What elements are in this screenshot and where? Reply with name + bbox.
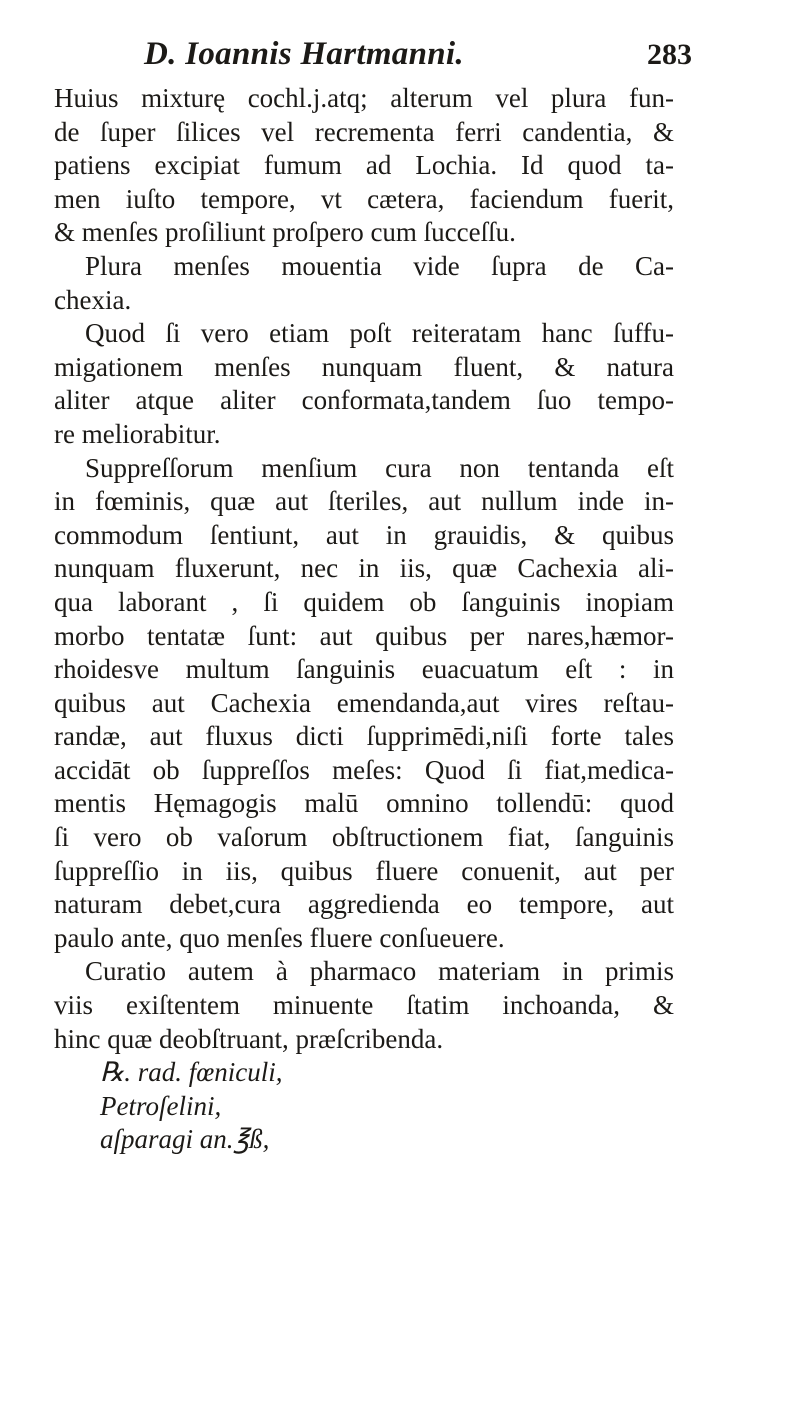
text-line: re meliorabitur. — [54, 418, 221, 449]
text-line: rhoidesve multum ſanguinis euacuatum eſt : in — [54, 654, 674, 685]
text-line: Curatio autem à pharmaco materiam in primis — [85, 956, 674, 987]
page-number: 283 — [647, 38, 692, 71]
text-line: Quod ſi vero etiam poſt reiteratam hanc ſuffu- — [85, 318, 674, 349]
text-line: mentis Hęmagogis malū omnino tollendū: quod — [54, 788, 674, 819]
text-line: commodum ſentiunt, aut in grauidis, & quibus — [54, 519, 674, 550]
text-line: migationem menſes nunquam fluent, & natura — [54, 351, 674, 382]
text-line: ſi vero ob vaſorum obſtructionem fiat, ſanguinis — [54, 822, 674, 853]
text-line: hinc quæ deobſtruant, præſcribenda. — [54, 1023, 444, 1054]
page-header — [118, 36, 718, 80]
text-line: ſuppreſſio in iis, quibus fluere conuenit, aut per — [54, 855, 674, 886]
text-line: patiens excipiat fumum ad Lochia. Id quod ta- — [54, 150, 674, 181]
text-line: chexia. — [54, 284, 132, 315]
text-line: men iuſto tempore, vt cætera, faciendum fuerit, — [54, 183, 674, 214]
text-line: Huius mixturę cochl.j.atq; alterum vel plura fun- — [54, 83, 674, 113]
text-line: viis exiſtentem minuente ſtatim inchoanda, & — [54, 990, 674, 1021]
text-line: qua laborant , ſi quidem ob ſanguinis inopiam — [54, 586, 674, 617]
text-line: accidāt ob ſuppreſſos meſes: Quod ſi fiat,medica- — [54, 754, 674, 785]
text-line: naturam debet,cura aggredienda eo tempore, aut — [54, 889, 674, 920]
text-line: randæ, aut fluxus dicti ſupprimēdi,niſi forte tales — [54, 721, 674, 752]
running-head: D. Ioannis Hartmanni. — [144, 36, 464, 72]
prescription-line: ℞. rad. fœniculi, — [100, 1057, 283, 1088]
text-line: in fœminis, quæ aut ſteriles, aut nullum inde in- — [54, 486, 674, 517]
text-line: aliter atque aliter conformata,tandem ſuo tempo- — [54, 385, 674, 416]
text-line: nunquam fluxerunt, nec in iis, quæ Cachexia ali- — [54, 553, 674, 584]
prescription-line: aſparagi an.℥ß, — [100, 1124, 270, 1155]
text-line: Plura menſes mouentia vide ſupra de Ca- — [85, 250, 674, 281]
text-line: & menſes proſiliunt proſpero cum ſucceſſu. — [54, 217, 516, 248]
prescription-line: Petroſelini, — [100, 1090, 222, 1121]
text-line: Suppreſſorum menſium cura non tentanda eſt — [85, 452, 674, 483]
text-line: quibus aut Cachexia emendanda,aut vires reſtau- — [54, 687, 674, 718]
text-line: paulo ante, quo menſes fluere conſueuere. — [54, 922, 505, 953]
text-line: de ſuper ſilices vel recrementa ferri candentia, & — [54, 116, 674, 147]
body-text — [54, 82, 674, 1157]
text-line: morbo tentatæ ſunt: aut quibus per nares,hæmor- — [54, 620, 674, 651]
